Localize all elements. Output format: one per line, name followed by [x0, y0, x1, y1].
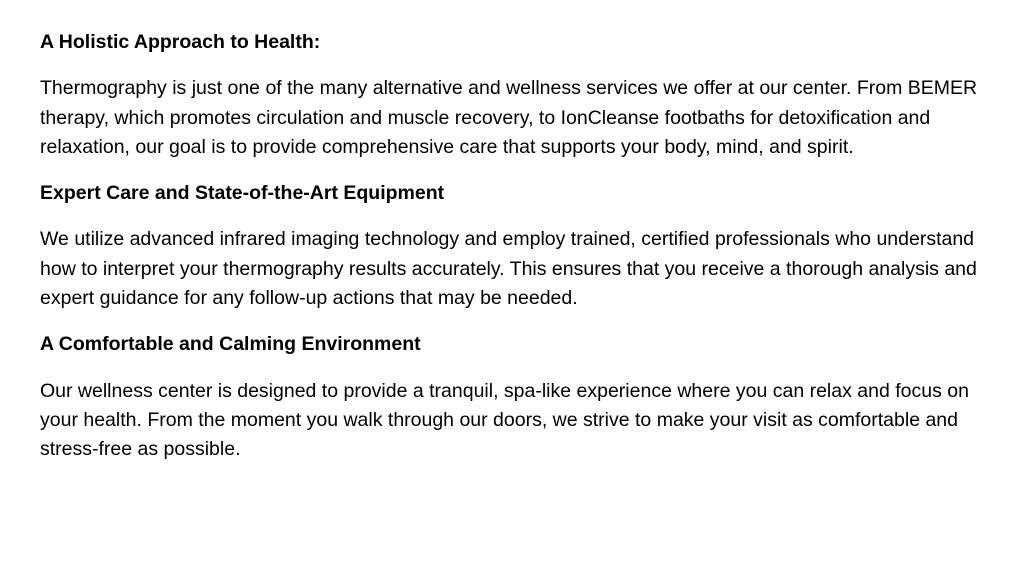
section-heading-environment: A Comfortable and Calming Environment — [40, 333, 421, 356]
section-paragraph-environment: Our wellness center is designed to provide a tranquil, spa-like experience where you can relax and focus on your health. From the moment you walk through our doors, we strive to make your visit as comfortable and stress-free as possible. — [40, 379, 969, 461]
section-paragraph-holistic: Thermography is just one of the many alternative and wellness services we offer at our center. From BEMER therapy, which promotes circulation and muscle recovery, to IonCleanse footbaths for detoxification and relaxation, our goal is to provide comprehensive care that supports your body, mind, and spirit. — [40, 77, 978, 158]
section-paragraph-expert-care: We utilize advanced infrared imaging technology and employ trained, certified professionals who understand how to interpret your thermography results accurately. This ensures that you receive a thorough analysis and expert guidance for any follow-up actions that may be needed. — [40, 228, 977, 310]
section-heading-holistic: A Holistic Approach to Health: — [40, 31, 321, 53]
document-body — [40, 28, 990, 465]
section-heading-expert-care: Expert Care and State-of-the-Art Equipment — [40, 182, 445, 205]
